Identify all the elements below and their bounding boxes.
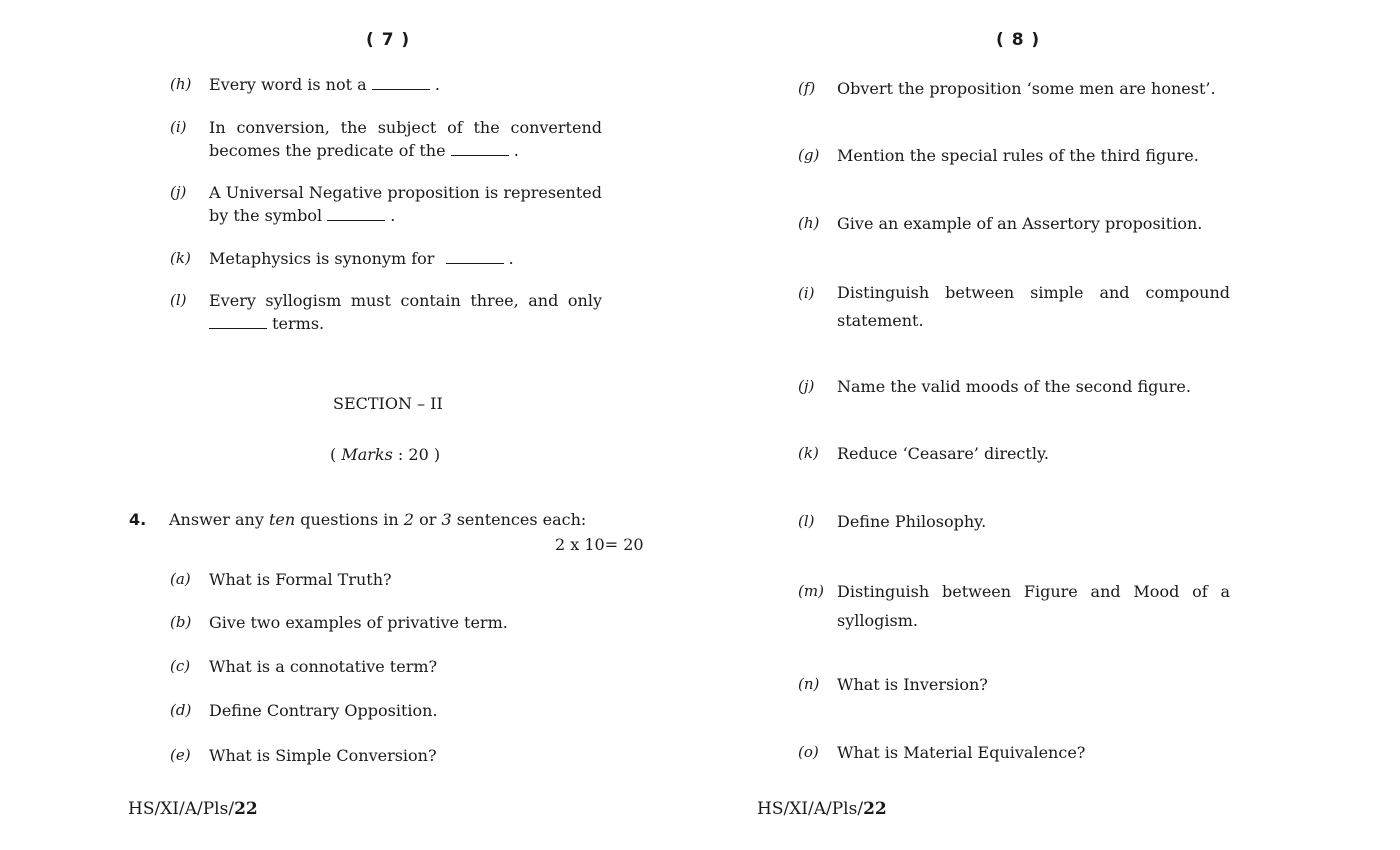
item-label: (b) — [170, 613, 192, 631]
item-label: (g) — [798, 146, 820, 164]
item-label: (a) — [170, 570, 191, 588]
item-label: (j) — [798, 377, 815, 395]
item-label: (h) — [798, 214, 820, 232]
item-label: (m) — [798, 582, 824, 600]
item-text: Every syllogism must contain three, and only — [209, 291, 602, 310]
item-text: Give an example of an Assertory proposition. — [837, 214, 1203, 233]
item-text: Distinguish between simple and compound statement. — [837, 283, 1230, 330]
section-marks: ( Marks : 20 ) — [330, 445, 441, 464]
item-label: (n) — [798, 675, 820, 693]
item-text: Name the valid moods of the second figure. — [837, 377, 1191, 396]
item-text-end: . — [508, 249, 514, 268]
item-label: (h) — [170, 75, 192, 93]
item-label: (i) — [170, 118, 187, 136]
item-text: Every word is not a — [209, 75, 367, 94]
question-number: 4. — [129, 510, 147, 529]
right-footer-code: HS/XI/A/Pls/22 — [757, 799, 887, 819]
item-label: (k) — [798, 444, 819, 462]
item-text: Metaphysics is synonym for — [209, 249, 435, 268]
item-label: (i) — [798, 284, 815, 302]
answer-blank — [209, 314, 267, 329]
left-footer-code: HS/XI/A/Pls/22 — [128, 799, 258, 819]
left-page-number: ( 7 ) — [366, 30, 411, 50]
item-label: (o) — [798, 743, 819, 761]
item-label: (d) — [170, 701, 192, 719]
item-label: (l) — [798, 512, 815, 530]
item-text: What is Inversion? — [837, 675, 988, 694]
answer-blank — [327, 206, 385, 221]
question-marks: 2 x 10= 20 — [555, 535, 644, 554]
section-title: SECTION – II — [333, 394, 443, 413]
item-label: (e) — [170, 746, 191, 764]
answer-blank — [372, 75, 430, 90]
item-text: What is Material Equivalence? — [837, 743, 1086, 762]
item-text-end: . — [390, 206, 396, 225]
answer-blank — [446, 249, 504, 264]
item-label: (k) — [170, 249, 191, 267]
item-label: (l) — [170, 291, 187, 309]
item-text-end: . — [434, 75, 440, 94]
item-label: (c) — [170, 657, 191, 675]
item-text-end: . — [513, 141, 519, 160]
question-text: Answer any ten questions in 2 or 3 sentences each: — [169, 510, 587, 529]
item-text: Reduce ‘Ceasare’ directly. — [837, 444, 1049, 463]
right-page-number: ( 8 ) — [996, 30, 1041, 50]
item-text: What is Simple Conversion? — [209, 746, 437, 765]
item-text: Give two examples of privative term. — [209, 613, 508, 632]
item-text: In conversion, the subject of the convertend becomes the predicate of the — [209, 118, 602, 160]
item-label: (j) — [170, 183, 187, 201]
item-text: Define Contrary Opposition. — [209, 701, 438, 720]
item-text: What is Formal Truth? — [209, 570, 392, 589]
item-text: Distinguish between Figure and Mood of a syllogism. — [837, 582, 1230, 630]
item-text: Mention the special rules of the third figure. — [837, 146, 1199, 165]
item-text-end: terms. — [272, 314, 325, 333]
item-text: Define Philosophy. — [837, 512, 987, 531]
item-text: A Universal Negative proposition is represented by the symbol — [209, 183, 602, 225]
item-text: What is a connotative term? — [209, 657, 438, 676]
answer-blank — [451, 141, 509, 156]
item-text: Obvert the proposition ‘some men are honest’. — [837, 79, 1216, 98]
item-label: (f) — [798, 79, 816, 97]
